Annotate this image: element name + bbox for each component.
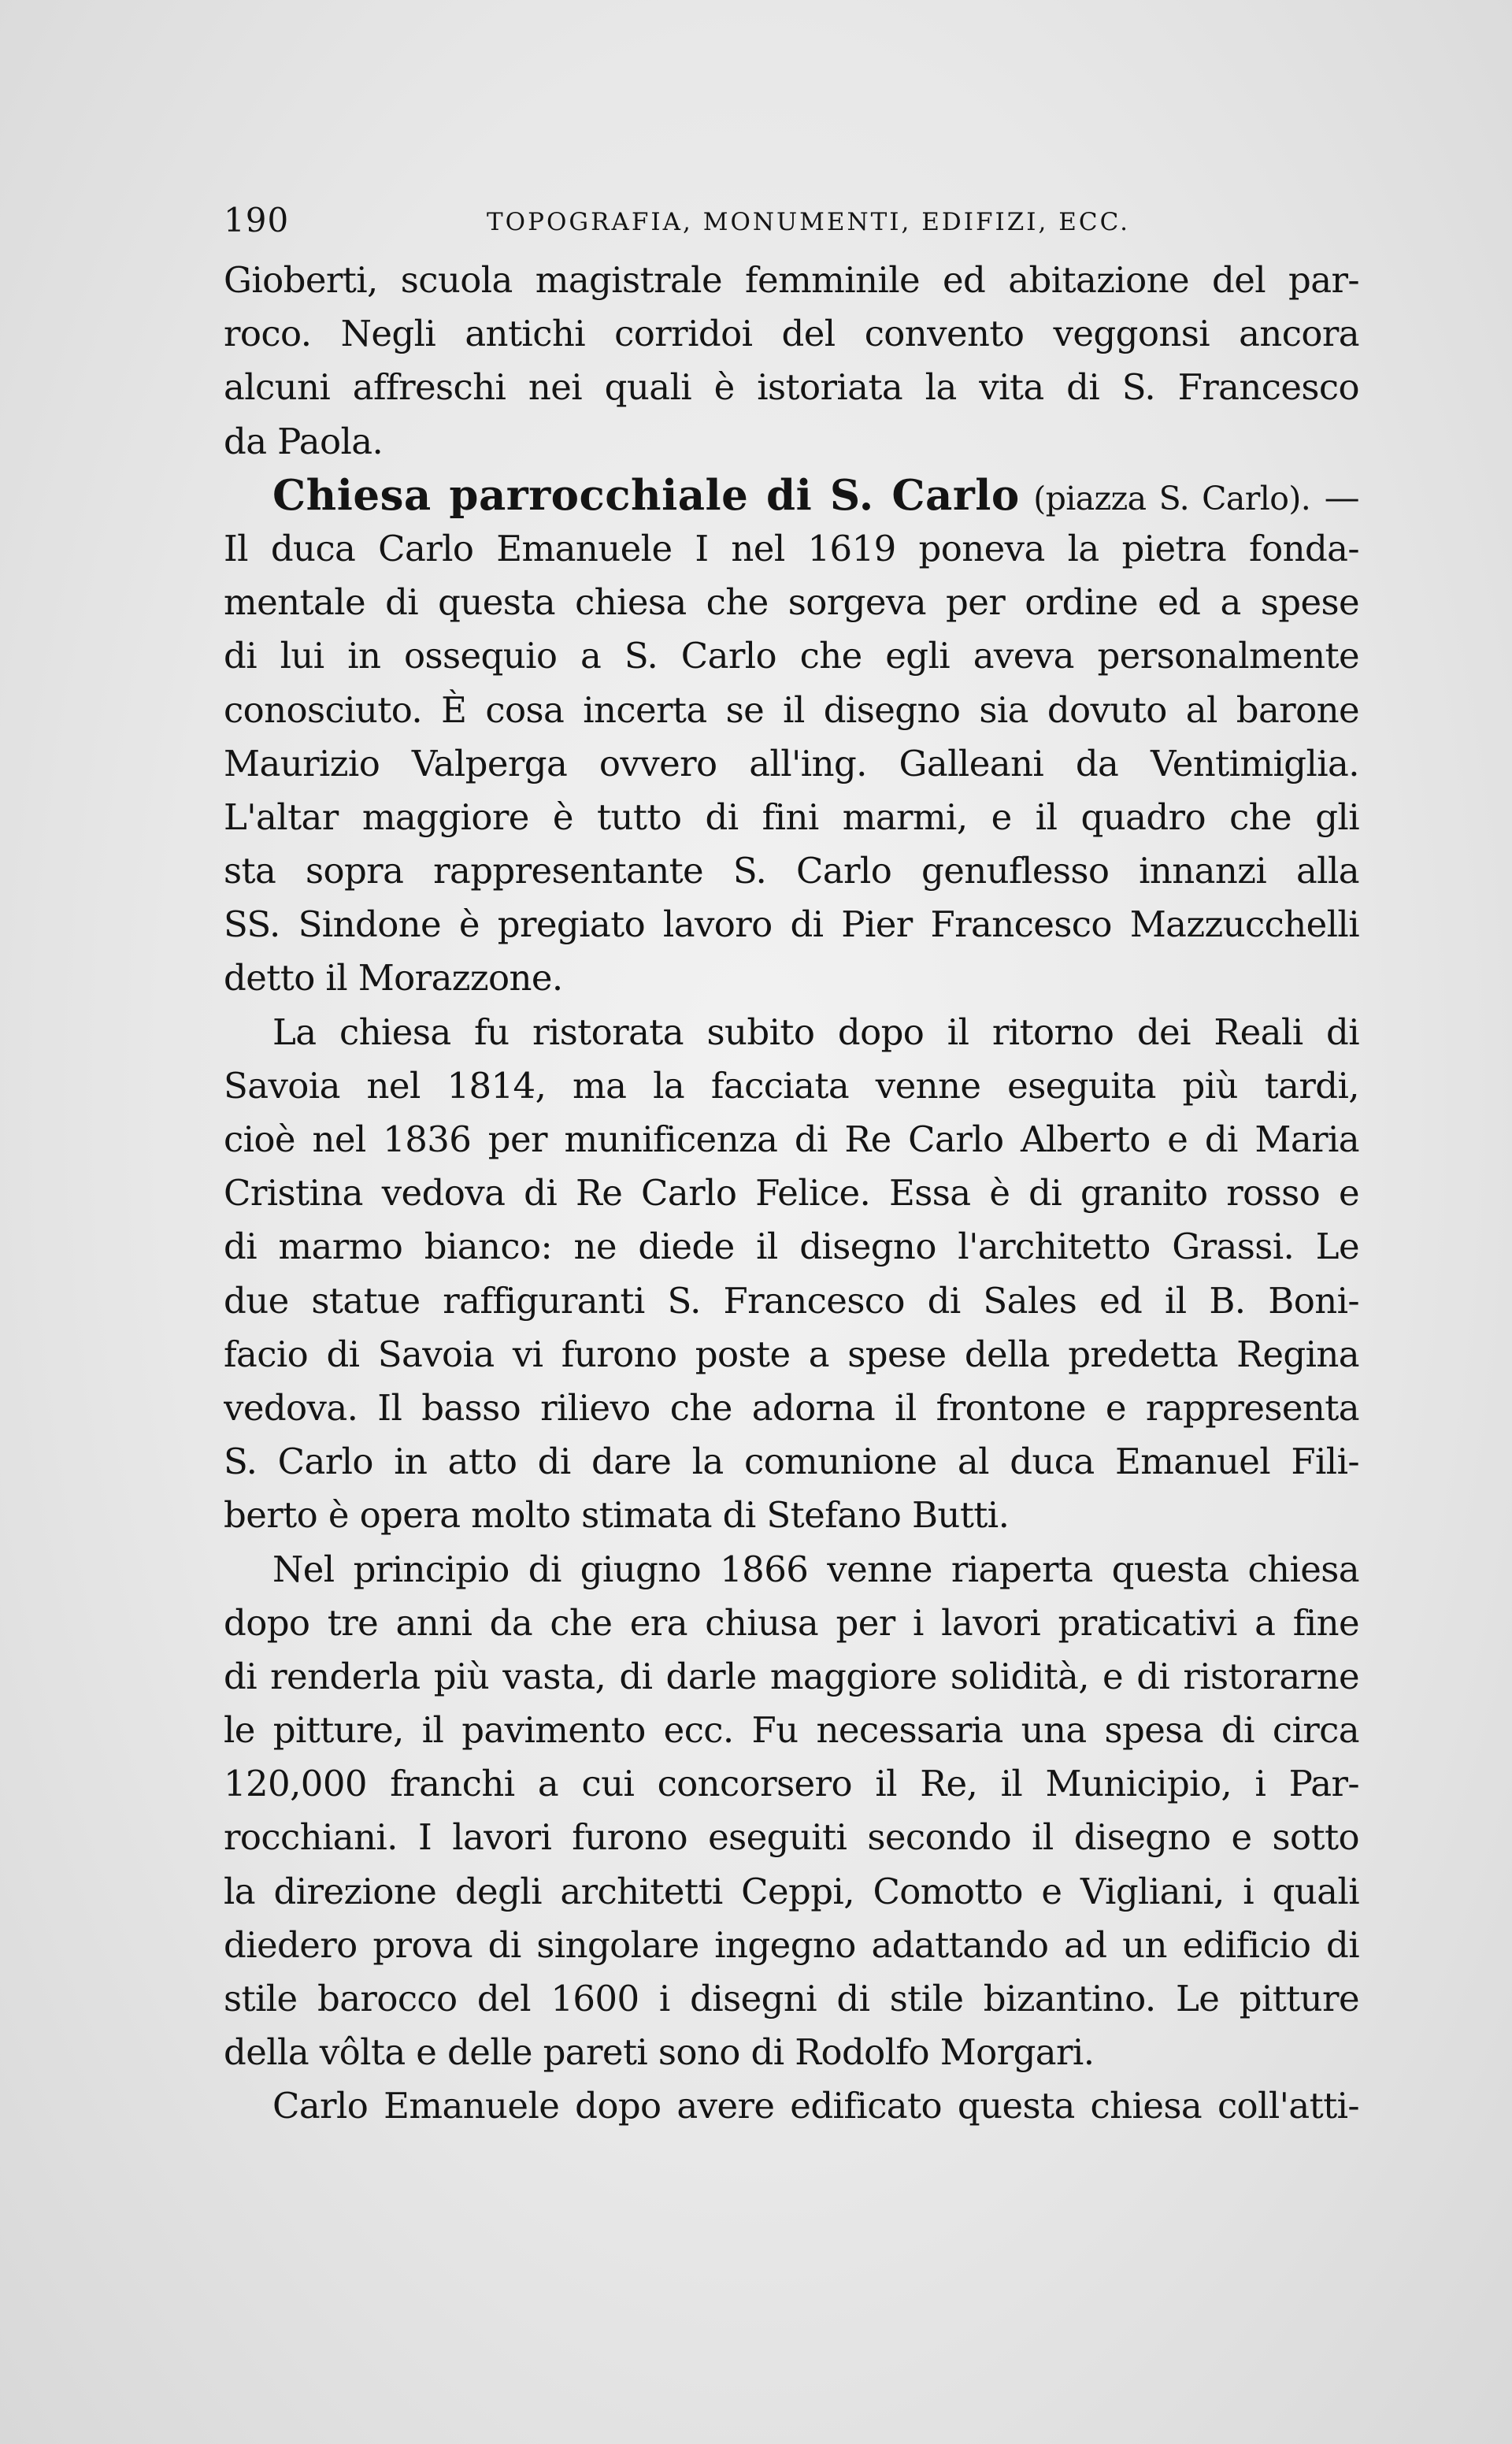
text-line: Cristina vedova di Re Carlo Felice. Essa è di granito rosso e — [224, 1172, 1359, 1215]
running-head: TOPOGRAFIA, MONUMENTI, EDIFIZI, ECC. — [487, 208, 1131, 236]
text-line: stile barocco del 1600 i disegni di stile bizantino. Le pitture — [224, 1978, 1359, 2019]
text-line: Savoia nel 1814, ma la facciata venne eseguita più tardi, — [224, 1064, 1359, 1107]
text-line: rocchiani. I lavori furono eseguiti secondo il disegno e sotto — [224, 1816, 1359, 1859]
text-line: Carlo Emanuele dopo avere edificato questa chiesa coll'atti- — [272, 2085, 1359, 2127]
text-line: diedero prova di singolare ingegno adattando ad un edificio di — [224, 1923, 1359, 1966]
text-line: alcuni affreschi nei quali è istoriata la vita di S. Francesco — [224, 366, 1359, 409]
text-line: di marmo bianco: ne diede il disegno l'architetto Grassi. Le — [224, 1226, 1359, 1268]
text-line: le pitture, il pavimento ecc. Fu necessaria una spesa di circa — [224, 1709, 1359, 1752]
text-line: conosciuto. È cosa incerta se il disegno sia dovuto al barone — [224, 688, 1359, 731]
page-header — [224, 197, 1373, 244]
text-line: SS. Sindone è pregiato lavoro di Pier Francesco Mazzucchelli — [224, 903, 1359, 946]
text-line: mentale di questa chiesa che sorgeva per ordine ed a spese — [224, 581, 1359, 624]
page-number: 190 — [224, 201, 290, 239]
text-line: facio di Savoia vi furono poste a spese della predetta Regina — [224, 1333, 1359, 1375]
text-line: La chiesa fu ristorata subito dopo il ritorno dei Reali di — [272, 1011, 1359, 1053]
text-line: di renderla più vasta, di darle maggiore solidità, e di ristorarne — [224, 1655, 1359, 1697]
text-line: 120,000 franchi a cui concorsero il Re, il Municipio, i Par- — [224, 1763, 1359, 1805]
text-line: L'altar maggiore è tutto di fini marmi, e il quadro che gli — [224, 796, 1359, 838]
text-line: Nel principio di giugno 1866 venne riaperta questa chiesa — [272, 1548, 1359, 1590]
text-line: di lui in ossequio a S. Carlo che egli aveva personalmente — [224, 635, 1359, 677]
text-line: dopo tre anni da che era chiusa per i lavori praticativi a fine — [224, 1601, 1359, 1644]
text-line: Gioberti, scuola magistrale femminile ed abitazione del par- — [224, 259, 1359, 301]
text-line: Il duca Carlo Emanuele I nel 1619 poneva la pietra fonda- — [224, 527, 1359, 569]
page-body — [224, 254, 1359, 2134]
text-line: S. Carlo in atto di dare la comunione al duca Emanuel Fili- — [224, 1441, 1359, 1483]
text-line: la direzione degli architetti Ceppi, Comotto e Vigliani, i quali — [224, 1870, 1359, 1912]
section-heading — [224, 469, 1359, 522]
text-line: da Paola. — [224, 420, 384, 462]
text-line: vedova. Il basso rilievo che adorna il frontone e rappresenta — [224, 1386, 1359, 1429]
text-line: cioè nel 1836 per munificenza di Re Carlo Alberto e di Maria — [224, 1118, 1359, 1160]
text-line: sta sopra rappresentante S. Carlo genuflesso innanzi alla — [224, 850, 1359, 892]
text-line: Maurizio Valperga ovvero all'ing. Galleani da Ventimiglia. — [224, 742, 1359, 784]
section-title-dash: — — [1310, 476, 1359, 518]
text-line: della vôlta e delle pareti sono di Rodolfo Morgari. — [224, 2031, 1095, 2074]
text-line: berto è opera molto stimata di Stefano Butti. — [224, 1494, 1010, 1537]
text-line: due statue raffiguranti S. Francesco di Sales ed il B. Boni- — [224, 1279, 1359, 1322]
text-line: detto il Morazzone. — [224, 957, 563, 999]
section-title: Chiesa parrocchiale di S. Carlo — [272, 470, 1020, 520]
section-title-location: (piazza S. Carlo). — [1033, 479, 1311, 517]
text-line: roco. Negli antichi corridoi del convento veggonsi ancora — [224, 313, 1359, 355]
